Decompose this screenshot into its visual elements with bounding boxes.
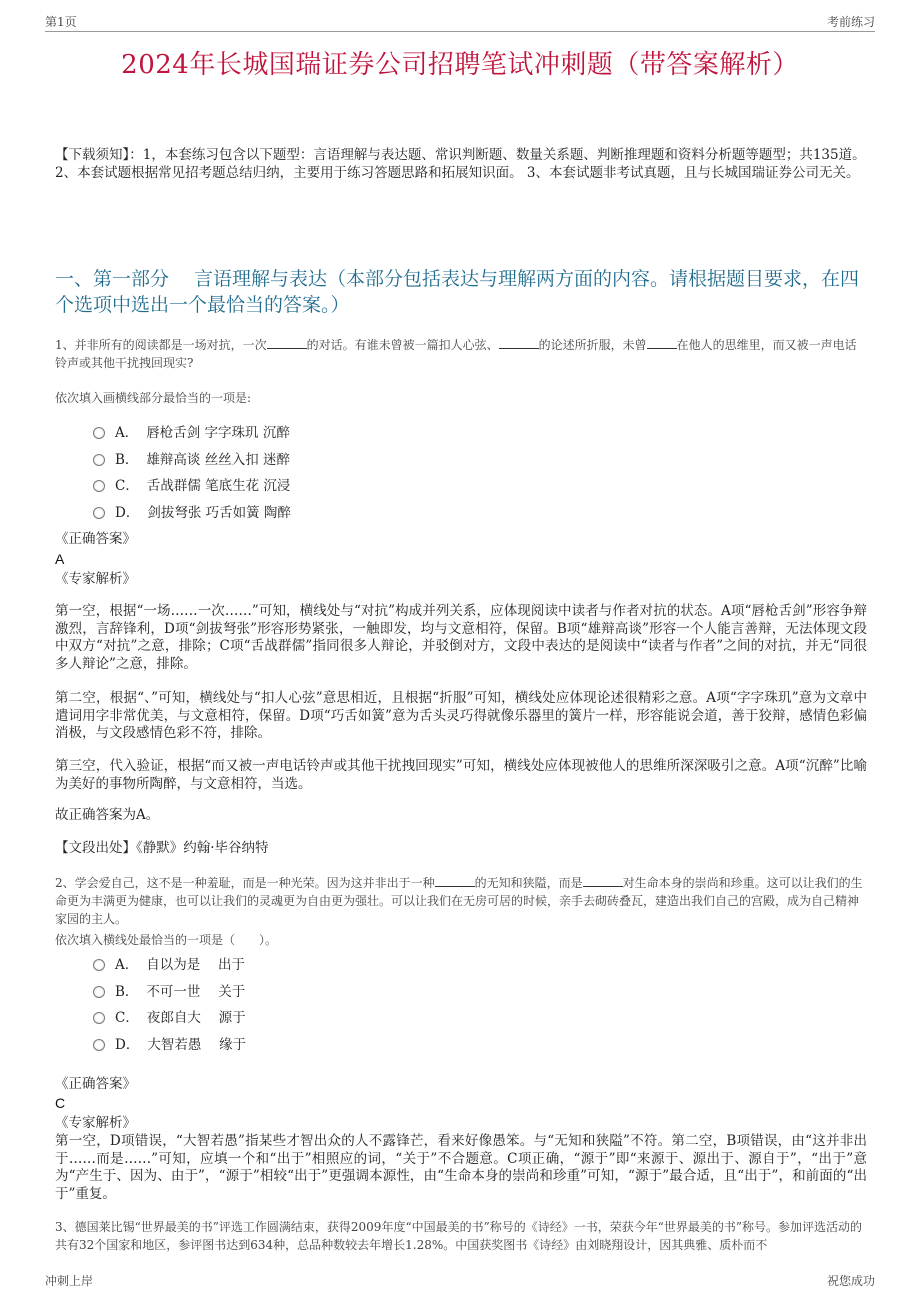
blank-line — [499, 337, 539, 349]
question-2-options — [93, 950, 593, 1056]
blank-line — [647, 337, 677, 349]
footer-left: 冲刺上岸 — [45, 1274, 94, 1288]
option-c[interactable]: C． 夜郎自大 源于 — [93, 1003, 593, 1030]
question-1-stem: 1、并非所有的阅读都是一场对抗，一次 的对话。有谁未曾被一篇扣人心弦、 的论述所折服，未曾 在他人的思维里，而又被一声电话铃声或其他干扰拽回现实? — [55, 338, 857, 370]
analysis-label: 《专家解析》 — [55, 571, 136, 587]
blank-line — [267, 337, 307, 349]
question-2-stem: 2、学会爱自己，这不是一种羞耻，而是一种光荣。因为这并非出于一种 的无知和狭隘，而是 对生命本身的崇尚和珍重。这可以让我们的生命更为丰满更为健康，也可以让我们的灵魂更为自由更为强壮。可以让我们在无房可居的时候，亲手去砌砖叠瓦，建造出我们自己的宫殿，成为自己精神家园的主人。 — [55, 876, 863, 926]
option-a[interactable]: A． 唇枪舌剑 字字珠玑 沉醉 — [93, 418, 593, 445]
radio-icon[interactable] — [93, 507, 105, 519]
analysis-paragraph: 第三空，代入验证，根据“而又被一声电话铃声或其他干扰拽回现实”可知，横线处应体现被他人的思维所深深吸引之意。A项“沉醉”比喻为美好的事物所陶醉，与文意相符，当选。 — [55, 758, 867, 792]
answer-value: A — [55, 551, 65, 567]
document-title: 2024年长城国瑞证券公司招聘笔试冲刺题（带答案解析） — [121, 50, 799, 80]
blank-line — [583, 875, 623, 887]
answer-value: C — [55, 1095, 66, 1111]
question-1-options — [93, 418, 593, 524]
analysis-conclusion: 故正确答案为A。 — [55, 807, 160, 823]
page-header — [45, 10, 875, 32]
header-tag: 考前练习 — [826, 15, 875, 29]
answer-label: 《正确答案》 — [55, 531, 136, 547]
analysis-paragraph: 第二空，根据“、”可知，横线处与“扣人心弦”意思相近，且根据“折服”可知，横线处应体现论述很精彩之意。A项“字字珠玑”意为文章中遣词用字非常优美，与文意相符，保留。D项“巧舌如簧”意为舌头灵巧得就像乐器里的簧片一样，形容能说会道，善于狡辩，感情色彩偏消极，与文段感情色彩不符，排除。 — [55, 690, 867, 741]
answer-label: 《正确答案》 — [55, 1076, 136, 1092]
download-notice: 【下载须知】：1，本套练习包含以下题型：言语理解与表达题、常识判断题、数量关系题、判断推理题和资料分析题等题型；共135道。 2、本套试题根据常见招考题总结归纳，主要用于练习答题思路和拓展知识面。 3、本套试题非考试真题，且与长城国瑞证券公司无关。 — [55, 147, 866, 181]
option-d[interactable]: D． 大智若愚 缘于 — [93, 1030, 593, 1057]
analysis-paragraph: 第一空，根据“一场……一次……”可知，横线处与“对抗”构成并列关系，应体现阅读中读者与作者对抗的状态。A项“唇枪舌剑”形容争辩激烈，言辞锋利，D项“剑拔弩张”形容形势紧张，一触即发，均与文意相符，保留。B项“雄辩高谈”形容一个人能言善辩，无法体现文段中双方“对抗”之意，排除；C项“舌战群儒”指同很多人辩论，并驳倒对方，文段中表达的是阅读中“读者与作者”之间的对抗，并无“同很多人辩论”之意，排除。 — [55, 603, 867, 672]
option-c[interactable]: C． 舌战群儒 笔底生花 沉浸 — [93, 471, 593, 498]
question-2-prompt: 依次填入横线处最恰当的一项是（ ）。 — [55, 933, 278, 947]
footer-right: 祝您成功 — [826, 1274, 875, 1288]
question-3-stem: 3、德国莱比锡“世界最美的书”评选工作圆满结束，获得2009年度“中国最美的书”称号的《诗经》一书，荣获今年“世界最美的书”称号。参加评选活动的共有32个国家和地区，参评图书达到634种，总品种数较去年增长1.28%。中国获奖图书《诗经》由刘晓翔设计，因其典雅、质朴而不 — [55, 1220, 862, 1252]
option-b[interactable]: B． 雄辩高谈 丝丝入扣 迷醉 — [93, 445, 593, 472]
radio-icon[interactable] — [93, 1039, 105, 1051]
blank-line — [435, 875, 475, 887]
radio-icon[interactable] — [93, 427, 105, 439]
option-a[interactable]: A． 自以为是 出于 — [93, 950, 593, 977]
radio-icon[interactable] — [93, 959, 105, 971]
page-number: 第1页 — [45, 15, 77, 29]
analysis-label: 《专家解析》 — [55, 1115, 136, 1131]
option-b[interactable]: B． 不可一世 关于 — [93, 977, 593, 1004]
option-d[interactable]: D． 剑拔弩张 巧舌如簧 陶醉 — [93, 498, 593, 525]
radio-icon[interactable] — [93, 1012, 105, 1024]
analysis-paragraph: 第一空，D项错误，“大智若愚”指某些才智出众的人不露锋芒，看来好像愚笨。与“无知和狭隘”不符。第二空，B项错误，由“这并非出于……而是……”可知，应填一个和“出于”相照应的词，“关于”不合题意。C项正确，“源于”即“来源于、源出于、源自于”，“出于”意为“产生于、因为、由于”，“源于”相较“出于”更强调本源性，由“生命本身的崇尚和珍重”可知，“源于”最合适，且“出于”，和前面的“出于”重复。 — [55, 1133, 867, 1202]
section-heading: 一、第一部分 言语理解与表达（本部分包括表达与理解两方面的内容。请根据题目要求，在四个选项中选出一个最恰当的答案。） — [55, 268, 860, 316]
page-footer — [45, 1270, 875, 1290]
radio-icon[interactable] — [93, 986, 105, 998]
radio-icon[interactable] — [93, 454, 105, 466]
source-note: 【文段出处】《静默》约翰·毕谷纳特 — [55, 840, 269, 856]
question-1-prompt: 依次填入画横线部分最恰当的一项是: — [55, 391, 252, 405]
radio-icon[interactable] — [93, 480, 105, 492]
